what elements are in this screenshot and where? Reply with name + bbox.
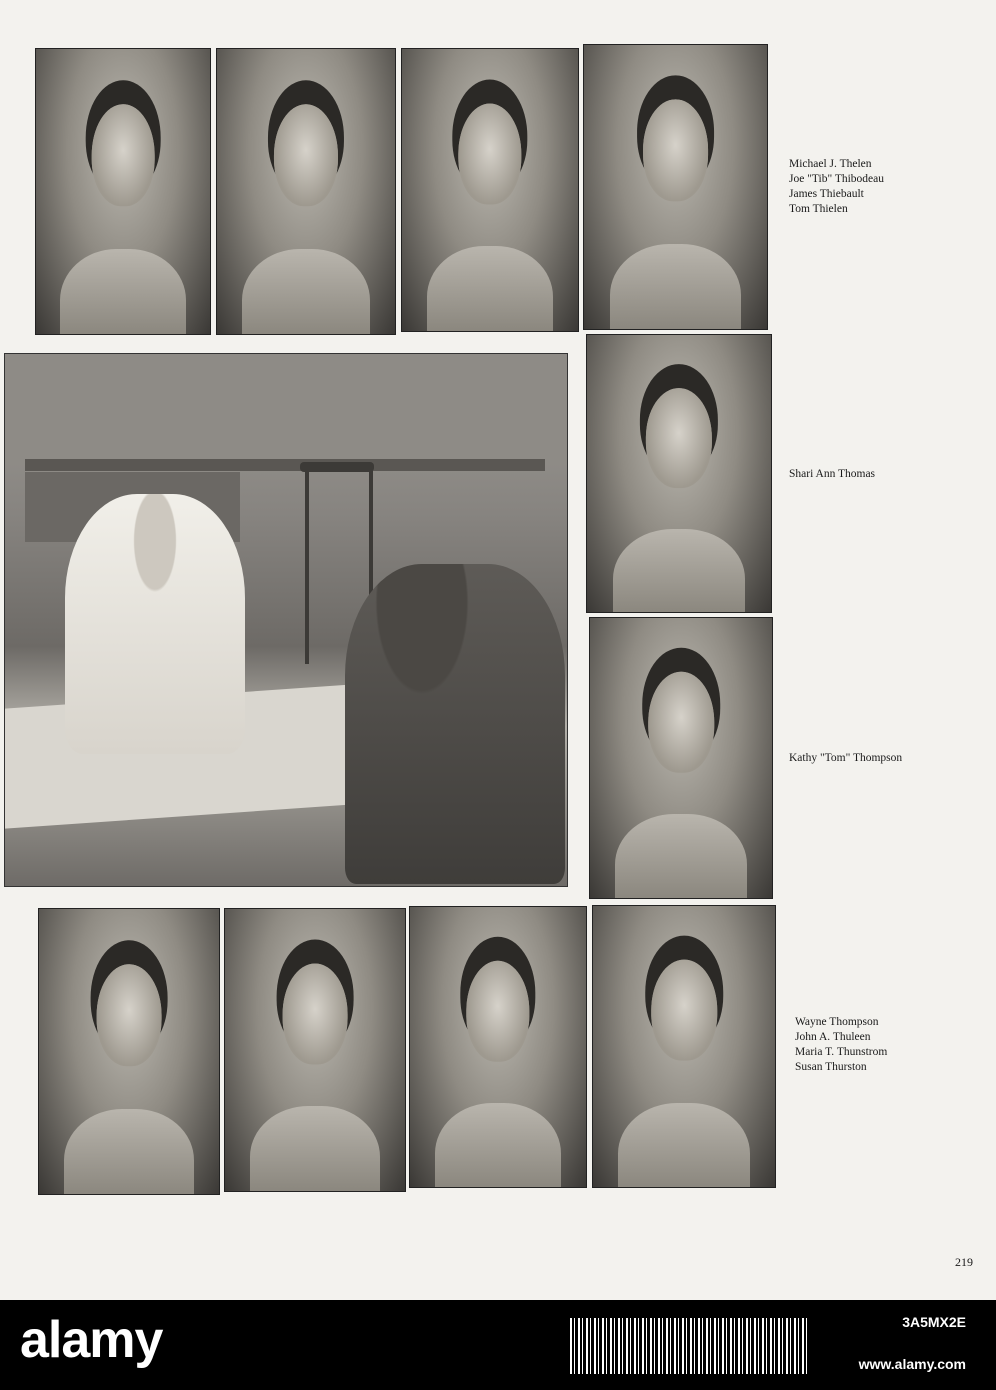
portrait-susan-thurston <box>592 905 776 1188</box>
page-number: 219 <box>955 1255 973 1269</box>
classroom-photo <box>4 353 568 887</box>
name-maria-thunstrom: Maria T. Thunstrom <box>795 1046 888 1058</box>
middle-name-1 <box>789 467 875 482</box>
name-shari-thomas: Shari Ann Thomas <box>789 468 876 480</box>
name-michael-thelen: Michael J. Thelen <box>789 158 872 170</box>
portrait-tom-thielen <box>583 44 768 330</box>
portrait-michael-thelen <box>35 48 211 335</box>
portrait-maria-thunstrom <box>409 906 587 1188</box>
name-wayne-thompson: Wayne Thompson <box>795 1016 879 1028</box>
footer-url: www.alamy.com <box>858 1356 966 1372</box>
portrait-john-thuleen <box>224 908 406 1192</box>
barcode-icon <box>570 1318 810 1374</box>
portrait-joe-thibodeau <box>216 48 396 335</box>
name-kathy-thompson: Kathy "Tom" Thompson <box>789 752 903 764</box>
portrait-james-thiebault <box>401 48 579 332</box>
bottom-row-names <box>795 1015 887 1075</box>
top-row-names <box>789 157 884 217</box>
watermark-footer <box>0 1300 996 1390</box>
name-joe-thibodeau: Joe "Tib" Thibodeau <box>789 173 885 185</box>
middle-name-2 <box>789 751 902 766</box>
portrait-kathy-thompson <box>589 617 773 899</box>
name-james-thiebault: James Thiebault <box>789 188 864 200</box>
name-tom-thielen: Tom Thielen <box>789 203 848 215</box>
image-id: 3A5MX2E <box>902 1314 966 1330</box>
name-susan-thurston: Susan Thurston <box>795 1061 867 1073</box>
name-john-thuleen: John A. Thuleen <box>795 1031 871 1043</box>
alamy-logo: alamy <box>20 1311 163 1369</box>
portrait-wayne-thompson <box>38 908 220 1195</box>
portrait-shari-thomas <box>586 334 772 613</box>
